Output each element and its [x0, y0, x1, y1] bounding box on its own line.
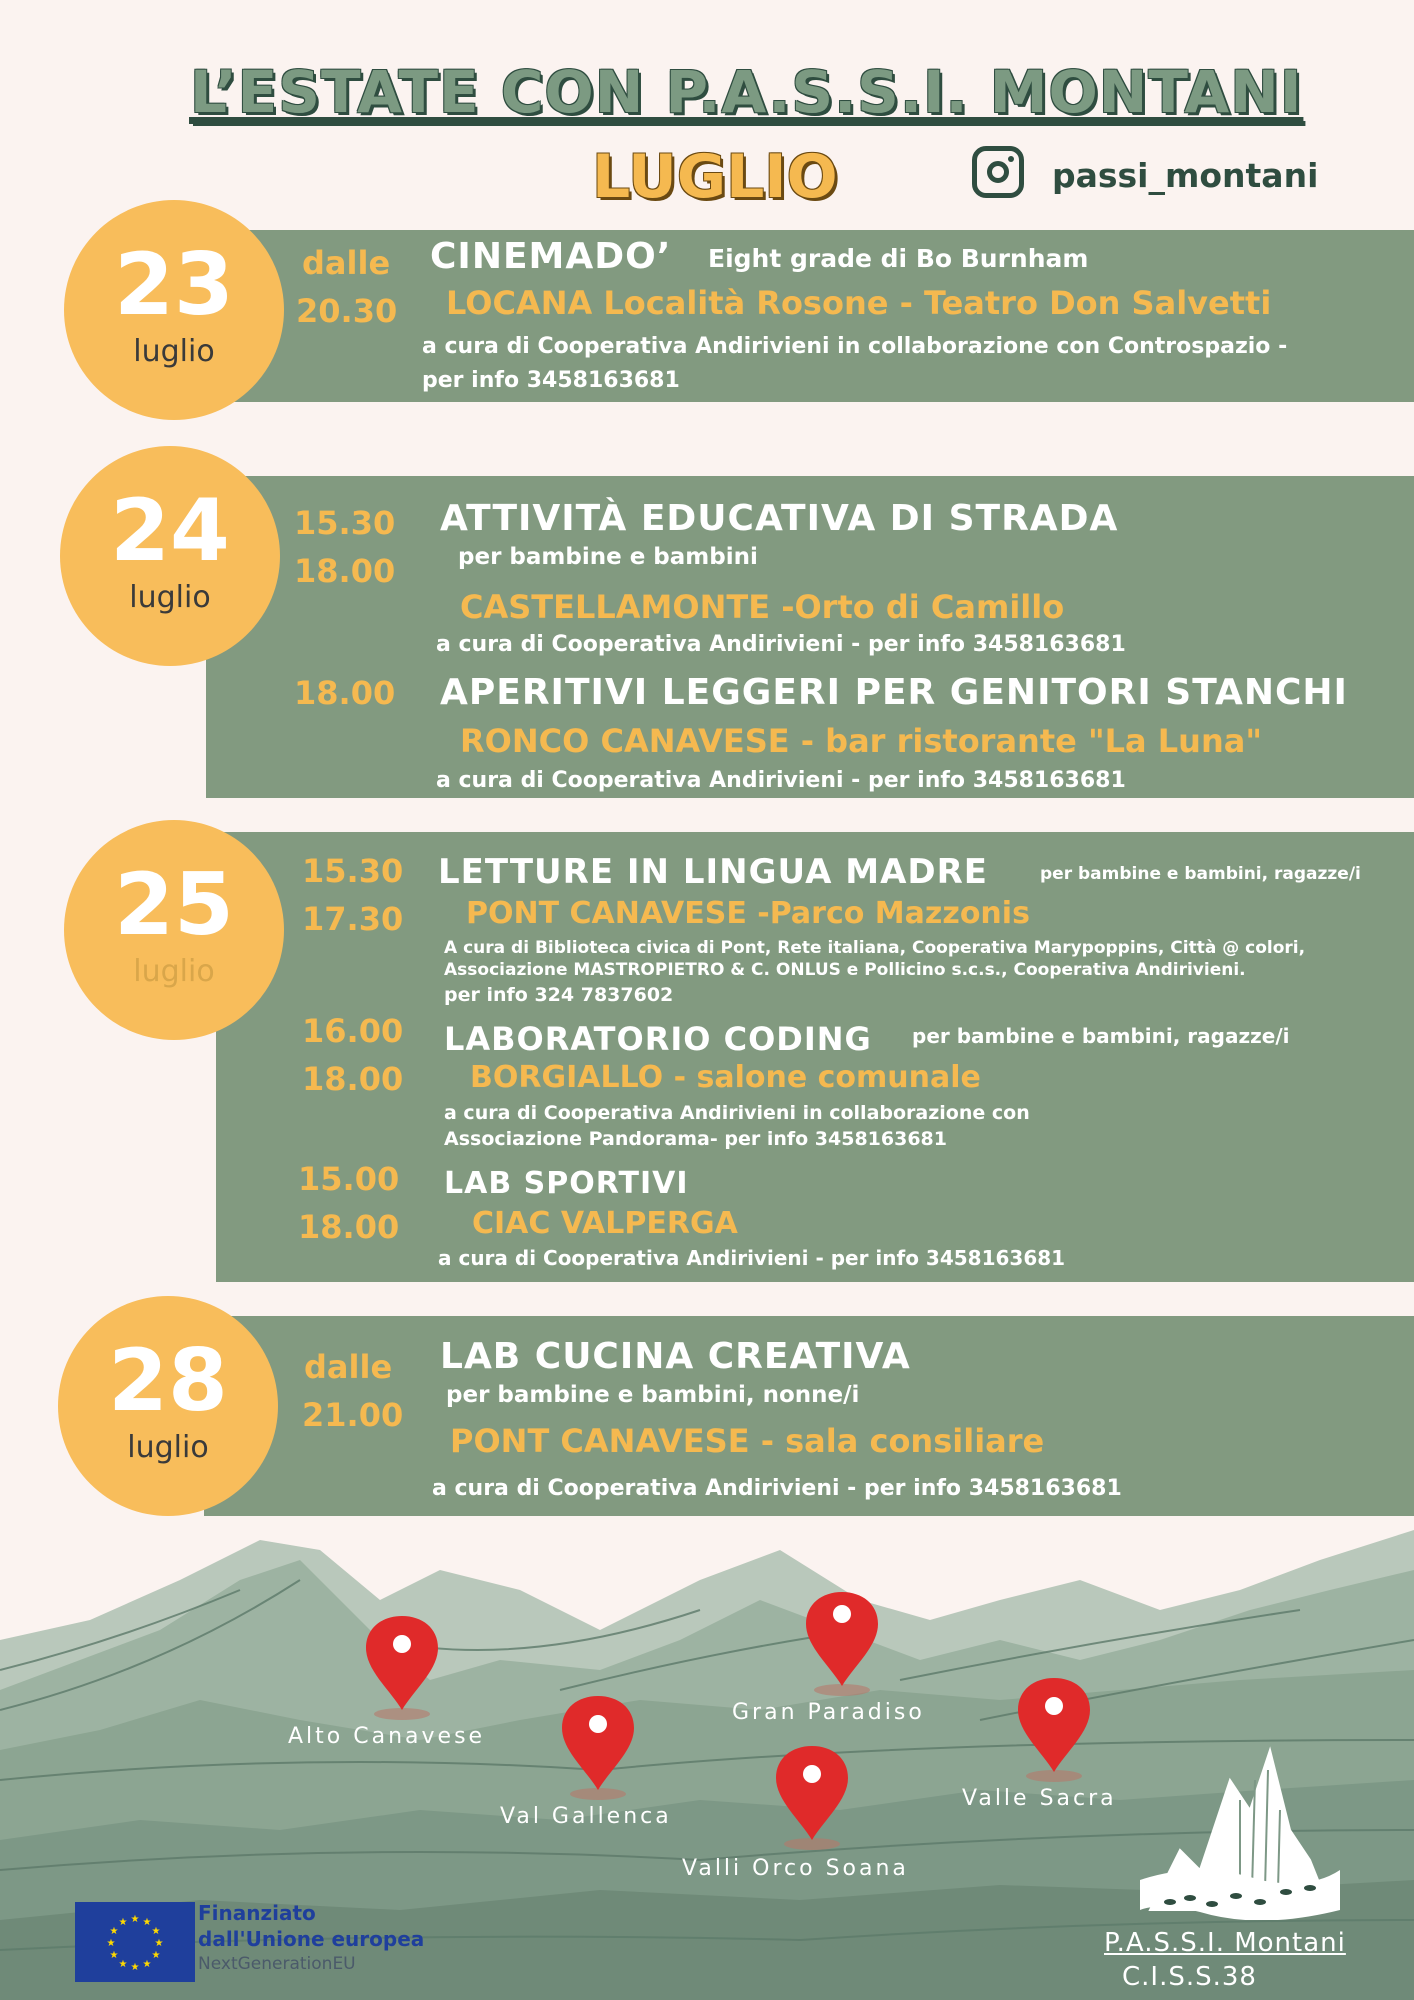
event-title: ATTIVITÀ EDUCATIVA DI STRADA — [440, 498, 1119, 539]
event-credit: Associazione MASTROPIETRO & C. ONLUS e Pollicino s.c.s., Cooperativa Andirivieni. — [444, 960, 1246, 980]
eu-funding-text — [198, 1900, 424, 1952]
event-title-extra: Eight grade di Bo Burnham — [708, 244, 1089, 273]
event-subtitle: per bambine e bambini — [458, 544, 758, 570]
map-pin-icon[interactable] — [556, 1694, 640, 1804]
eu-line-3: NextGenerationEU — [198, 1954, 356, 1974]
event-title-extra: per bambine e bambini, ragazze/i — [1040, 864, 1361, 884]
event-location: CASTELLAMONTE -Orto di Camillo — [460, 588, 1065, 626]
event-title: LETTURE IN LINGUA MADRE — [438, 852, 989, 892]
brand-name: P.A.S.S.I. Montani — [1104, 1928, 1346, 1958]
event-time-end: 20.30 — [296, 292, 398, 330]
svg-text:★: ★ — [118, 1917, 128, 1928]
map-label-gran-paradiso: Gran Paradiso — [732, 1700, 925, 1725]
svg-text:★: ★ — [151, 1926, 161, 1937]
event-time-start: dalle — [302, 244, 391, 282]
event-time-start: 15.30 — [294, 504, 396, 542]
event-credit: per info 3458163681 — [422, 368, 680, 393]
event-location: PONT CANAVESE - sala consiliare — [450, 1422, 1045, 1460]
svg-text:★: ★ — [109, 1950, 119, 1961]
event-time-start: 16.00 — [302, 1012, 404, 1050]
event-time-end: 18.00 — [294, 552, 396, 590]
event-time-end: 18.00 — [302, 1060, 404, 1098]
day-number: 25 — [114, 855, 234, 955]
event-subtitle: per bambine e bambini, nonne/i — [446, 1382, 860, 1408]
event-title: APERITIVI LEGGERI PER GENITORI STANCHI — [440, 672, 1348, 713]
instagram-icon[interactable] — [972, 146, 1024, 198]
day-24-badge — [60, 446, 280, 666]
event-title: LABORATORIO CODING — [444, 1020, 872, 1058]
event-time-start: 15.00 — [298, 1160, 400, 1198]
svg-text:★: ★ — [118, 1959, 128, 1970]
event-credit: a cura di Cooperativa Andirivieni in collaborazione con Controspazio - — [422, 334, 1288, 359]
svg-text:★: ★ — [151, 1950, 161, 1961]
event-time-start: 18.00 — [294, 674, 396, 712]
event-time-start: 15.30 — [302, 852, 404, 890]
event-credit: A cura di Biblioteca civica di Pont, Rete italiana, Cooperativa Marypoppins, Città @ colori, — [444, 938, 1306, 958]
event-location: CIAC VALPERGA — [472, 1206, 738, 1241]
map-label-valli-orco-soana: Valli Orco Soana — [682, 1856, 909, 1881]
instagram-handle[interactable]: passi_montani — [1052, 156, 1319, 195]
event-location: LOCANA Località Rosone - Teatro Don Salvetti — [446, 284, 1272, 322]
eu-flag-icon — [75, 1902, 195, 1982]
svg-text:★: ★ — [154, 1938, 164, 1949]
page-title: L’ESTATE CON P.A.S.S.I. MONTANI — [190, 58, 1303, 126]
day-month: luglio — [129, 580, 211, 615]
eu-line-1: Finanziato — [198, 1901, 316, 1925]
passi-montani-logo — [1140, 1740, 1340, 1920]
event-title: LAB CUCINA CREATIVA — [440, 1336, 911, 1377]
event-title-extra: per bambine e bambini, ragazze/i — [912, 1024, 1290, 1048]
event-location: BORGIALLO - salone comunale — [470, 1060, 981, 1095]
map-label-val-gallenca: Val Gallenca — [500, 1804, 672, 1829]
event-title: CINEMADO’ — [430, 236, 672, 277]
day-month: luglio — [133, 954, 215, 989]
svg-text:★: ★ — [142, 1959, 152, 1970]
svg-text:★: ★ — [106, 1938, 116, 1949]
map-label-valle-sacra: Valle Sacra — [962, 1786, 1117, 1811]
map-label-alto-canavese: Alto Canavese — [288, 1724, 486, 1749]
event-credit: per info 324 7837602 — [444, 984, 674, 1006]
svg-text:★: ★ — [130, 1914, 140, 1925]
brand-subname: C.I.S.S.38 — [1122, 1962, 1257, 1992]
event-credit: a cura di Cooperativa Andirivieni - per info 3458163681 — [436, 768, 1126, 793]
map-pin-icon[interactable] — [360, 1614, 444, 1724]
event-credit: a cura di Cooperativa Andirivieni - per info 3458163681 — [432, 1476, 1122, 1501]
svg-text:★: ★ — [142, 1917, 152, 1928]
event-credit: a cura di Cooperativa Andirivieni in collaborazione con — [444, 1102, 1030, 1124]
event-time-start: dalle — [304, 1348, 393, 1386]
day-25-badge — [64, 820, 284, 1040]
day-number: 23 — [114, 235, 234, 335]
event-time-end: 21.00 — [302, 1396, 404, 1434]
event-credit: a cura di Cooperativa Andirivieni - per info 3458163681 — [438, 1246, 1066, 1270]
event-credit: Associazione Pandorama- per info 3458163681 — [444, 1128, 947, 1150]
day-number: 28 — [108, 1331, 228, 1431]
event-time-end: 17.30 — [302, 900, 404, 938]
map-pin-icon[interactable] — [770, 1744, 854, 1854]
day-23-badge — [64, 200, 284, 420]
map-pin-icon[interactable] — [1012, 1676, 1096, 1786]
map-pin-icon[interactable] — [800, 1590, 884, 1700]
day-month: luglio — [127, 1430, 209, 1465]
eu-line-2: dall'Unione europea — [198, 1927, 425, 1951]
month-title: LUGLIO — [592, 142, 838, 212]
event-location: PONT CANAVESE -Parco Mazzonis — [466, 896, 1030, 931]
day-number: 24 — [110, 481, 230, 581]
svg-text:★: ★ — [109, 1926, 119, 1937]
event-credit: a cura di Cooperativa Andirivieni - per info 3458163681 — [436, 632, 1126, 657]
event-time-end: 18.00 — [298, 1208, 400, 1246]
svg-text:★: ★ — [130, 1962, 140, 1973]
day-28-badge — [58, 1296, 278, 1516]
event-location: RONCO CANAVESE - bar ristorante "La Luna" — [460, 722, 1262, 760]
event-title: LAB SPORTIVI — [444, 1166, 689, 1201]
day-month: luglio — [133, 334, 215, 369]
